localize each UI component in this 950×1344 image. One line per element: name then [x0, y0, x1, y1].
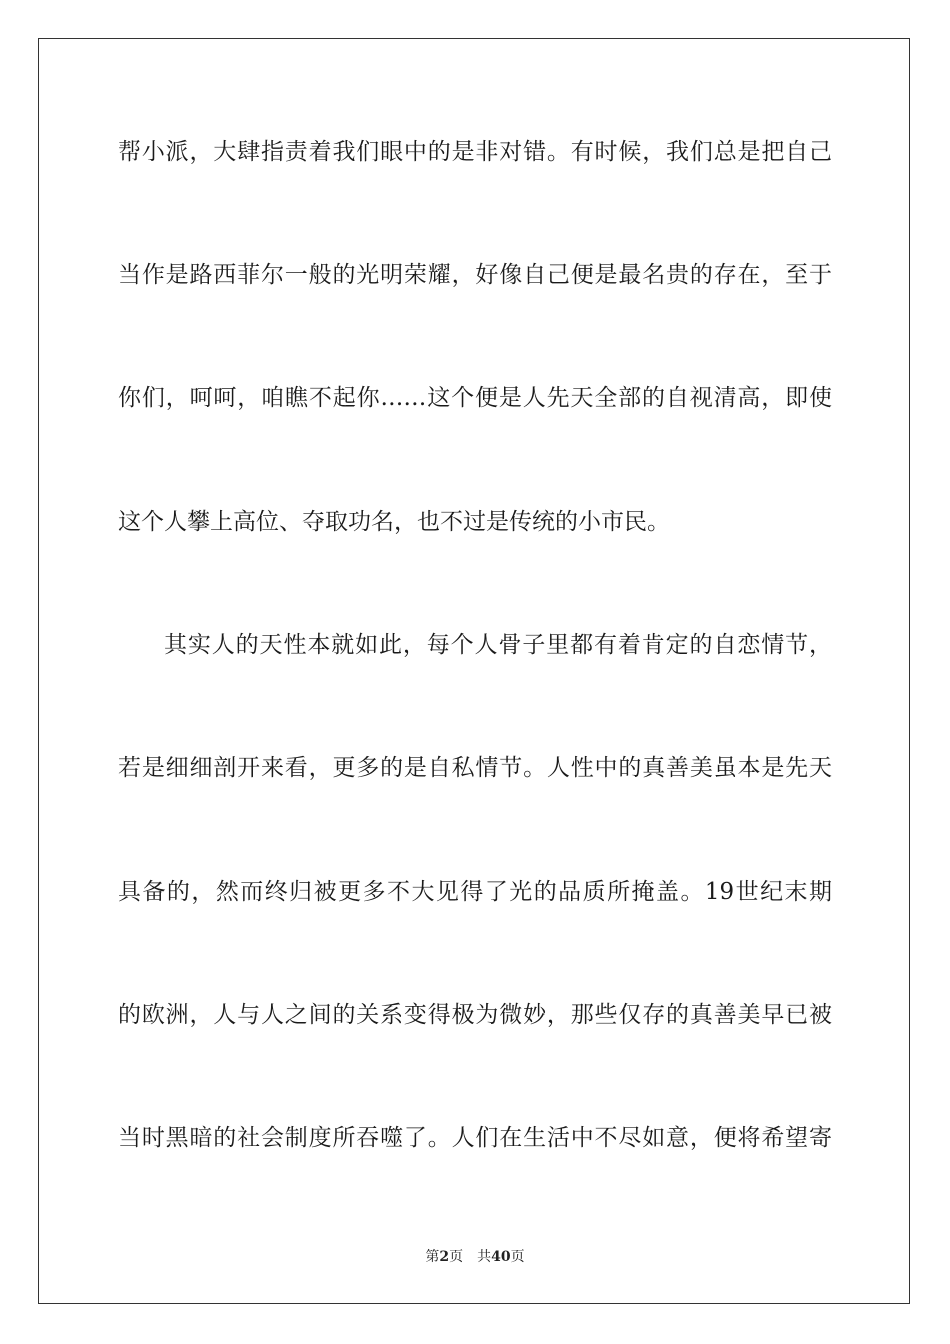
text-line-3: 你们，呵呵，咱瞧不起你……这个便是人先天全部的自视清高，即使 [118, 385, 832, 411]
total-pages-number: 40 [491, 1249, 511, 1265]
text-line-5: 其实人的天性本就如此，每个人骨子里都有着肯定的自恋情节， [164, 632, 832, 658]
page-footer [0, 1248, 950, 1266]
current-page-number: 2 [439, 1249, 450, 1265]
text-line-7: 具备的，然而终归被更多不大见得了光的品质所掩盖。19世纪末期 [118, 879, 832, 905]
page-border [38, 38, 910, 1304]
footer-total-prefix: 共 [477, 1249, 492, 1265]
text-line-1: 帮小派，大肆指责着我们眼中的是非对错。有时候，我们总是把自己 [118, 139, 832, 165]
text-line-6: 若是细细剖开来看，更多的是自私情节。人性中的真善美虽本是先天 [118, 755, 832, 781]
text-line-9: 当时黑暗的社会制度所吞噬了。人们在生活中不尽如意，便将希望寄 [118, 1125, 832, 1151]
text-line-8: 的欧洲，人与人之间的关系变得极为微妙，那些仅存的真善美早已被 [118, 1002, 832, 1028]
footer-page-suffix: 页 [449, 1249, 464, 1265]
text-line-4: 这个人攀上高位、夺取功名，也不过是传统的小市民。 [118, 509, 670, 535]
footer-prefix: 第 [425, 1249, 440, 1265]
footer-total-suffix: 页 [510, 1249, 525, 1265]
text-line-2: 当作是路西菲尔一般的光明荣耀，好像自己便是最名贵的存在，至于 [118, 262, 832, 288]
